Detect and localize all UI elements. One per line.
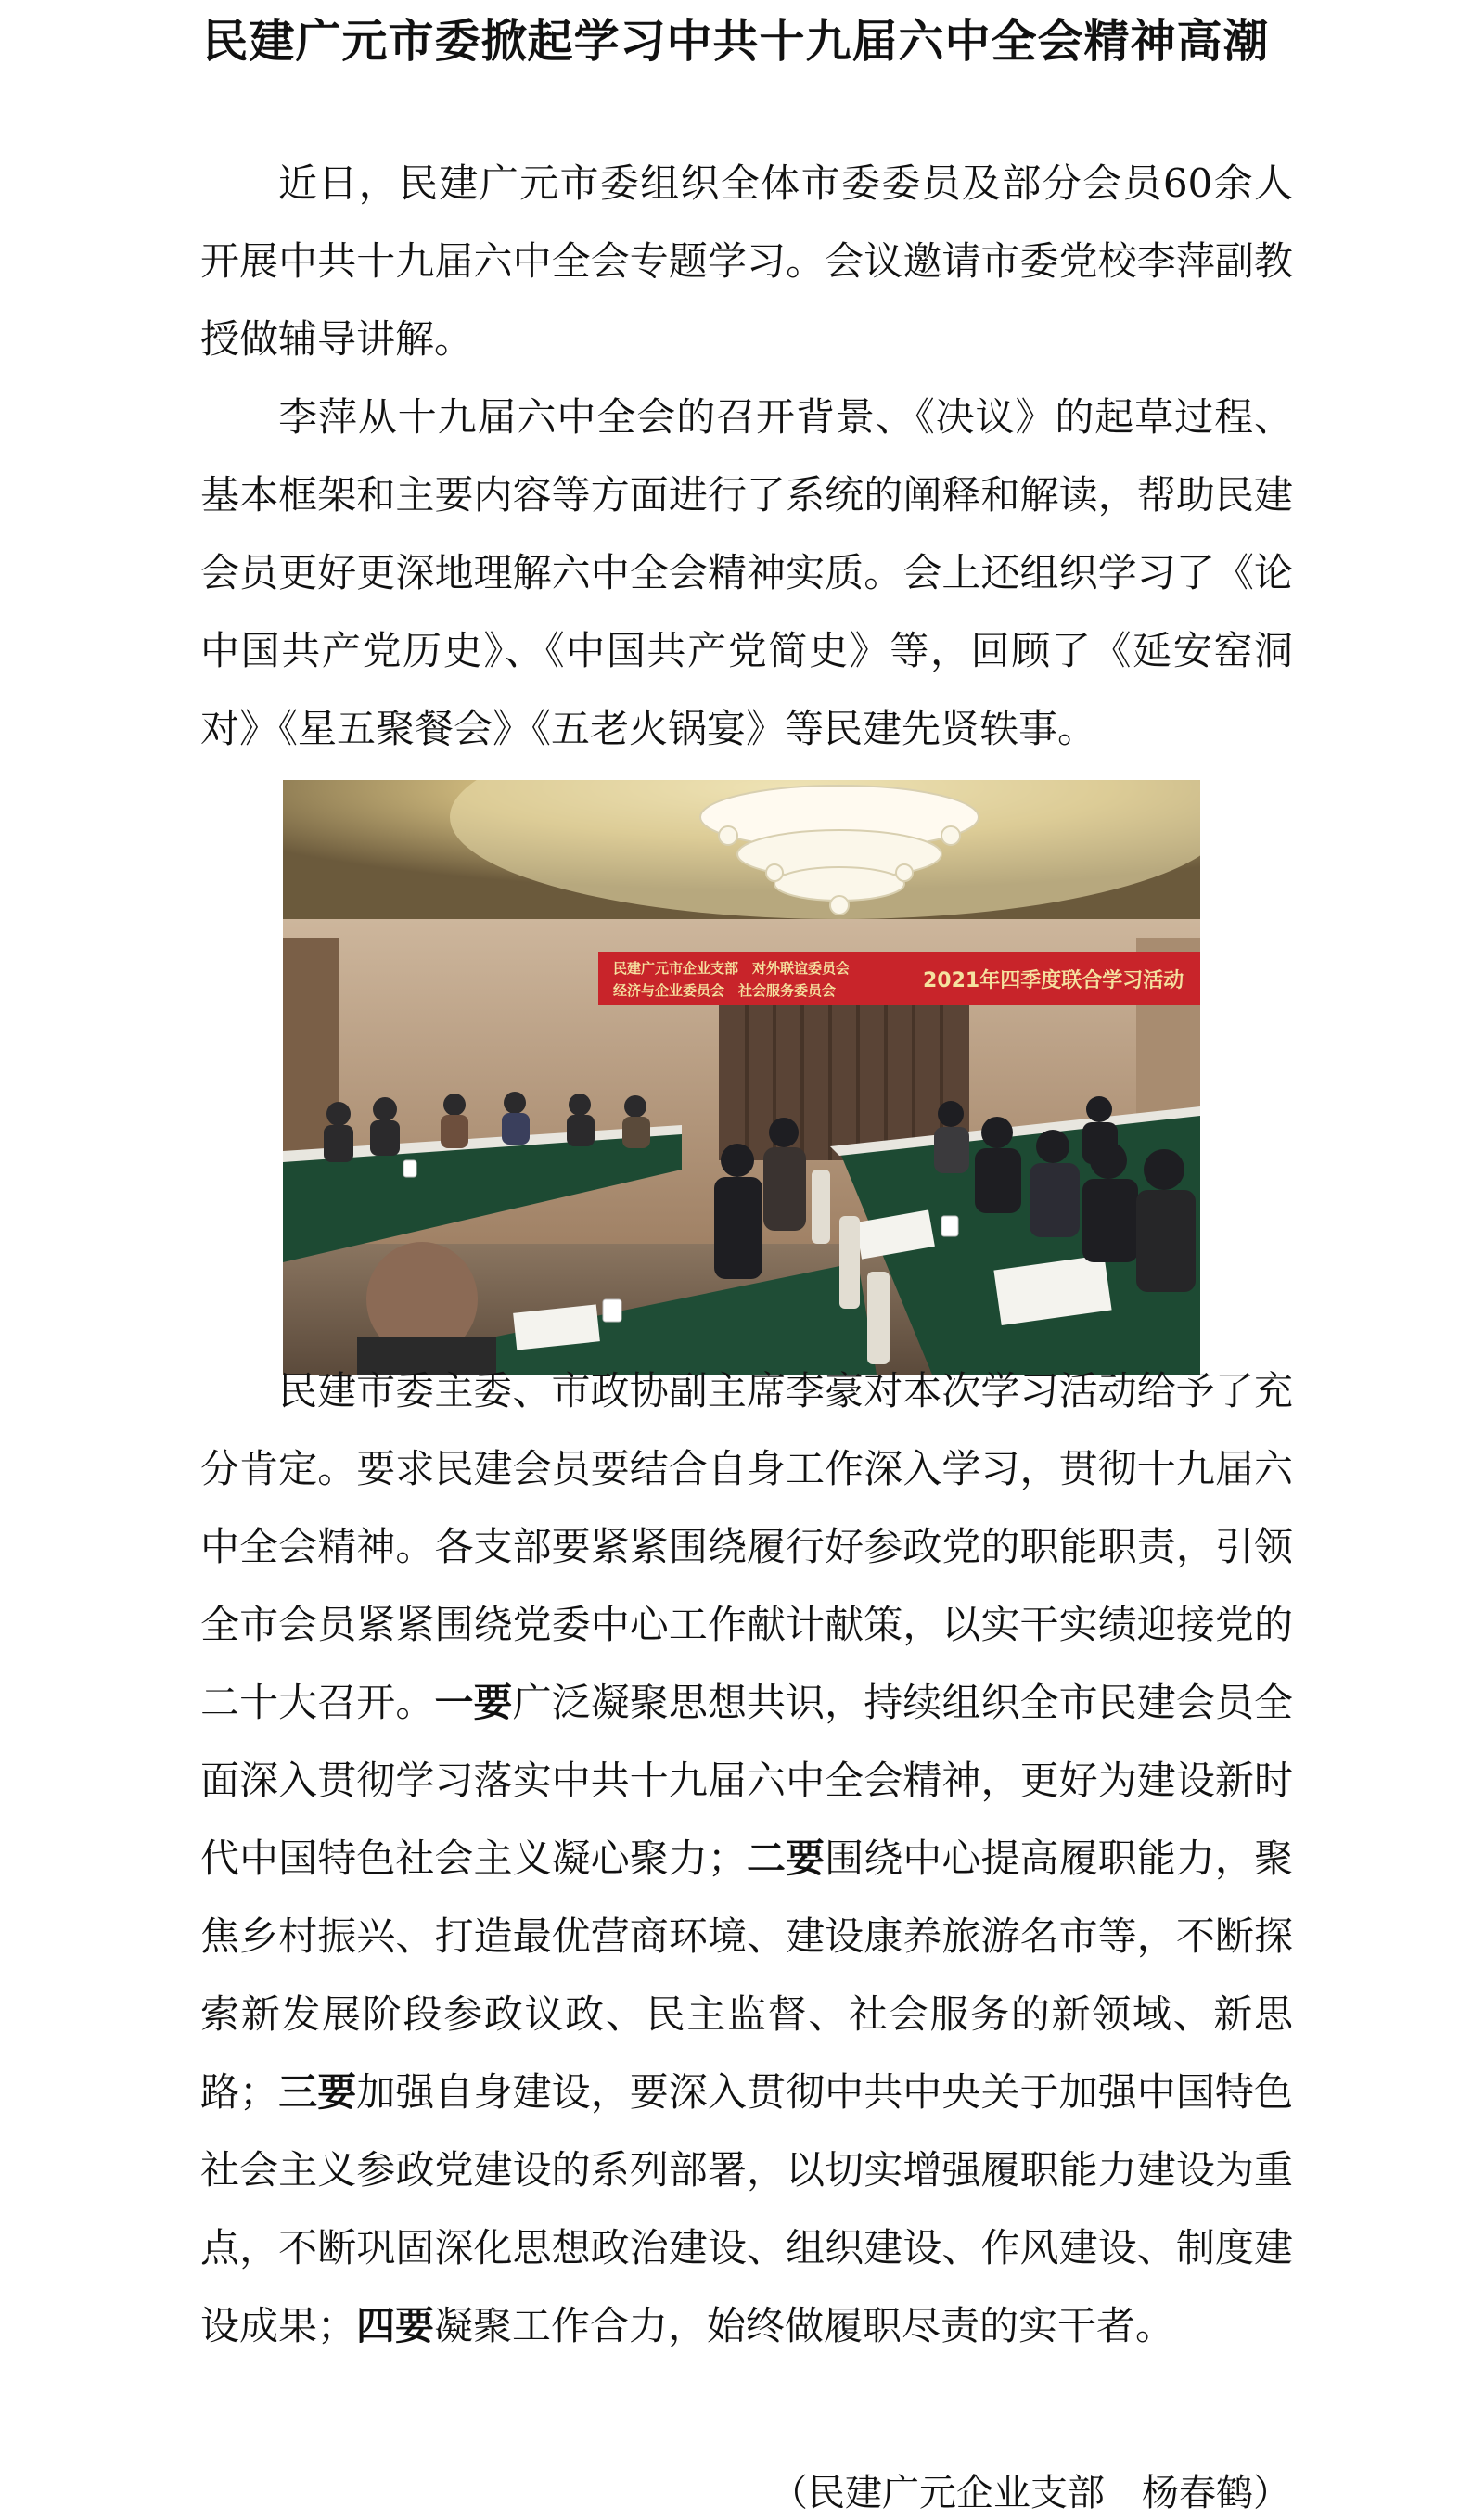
remarks-part4: 加强自身建设，要深入贯彻中共中央关于加强中国特色社会主义参政党建设的系列部署，以切实增强履职能力建设为重点，不断巩固深化思想政治建设、组织建设、作风建设、制度建设成果； (200, 2069, 1293, 2348)
remarks-part2: 广泛凝聚思想共识，持续组织全市民建会员全面深入贯彻学习落实中共十九届六中全会精神，更好为建设新时代中国特色社会主义凝心聚力； (200, 1680, 1293, 1881)
paragraph-intro: 近日，民建广元市委组织全体市委委员及部分会员60余人开展中共十九届六中全会专题学习。会议邀请市委党校李萍副教授做辅导讲解。 (200, 160, 1293, 362)
remarks-part5: 凝聚工作合力，始终做履职尽责的实干者。 (434, 2303, 1175, 2348)
remarks-part3: 围绕中心提高履职能力，聚焦乡村振兴、打造最优营商环境、建设康养旅游名市等，不断探索新发展阶段参政议政、民主监督、社会服务的新领域、新思路； (200, 1836, 1293, 2115)
keyword-second: 二要 (746, 1836, 826, 1881)
banner-left-line1: 民建广元市企业支部 对外联谊委员会 (613, 960, 851, 977)
paragraph-remarks (200, 1352, 1293, 2365)
meeting-photo (283, 780, 1200, 1375)
article-title: 民建广元市委掀起学习中共十九届六中全会精神高潮 (202, 14, 1270, 68)
keyword-first: 一要 (434, 1680, 513, 1725)
banner-right: 2021年四季度联合学习活动 (923, 969, 1184, 992)
keyword-third: 三要 (278, 2069, 357, 2115)
curtain (719, 993, 969, 1160)
banner-left-line2: 经济与企业委员会 社会服务委员会 (613, 982, 837, 999)
remarks-part1: 民建市委主委、市政协副主席李豪对本次学习活动给予了充分肯定。要求民建会员要结合自身工作深入学习，贯彻十九届六中全会精神。各支部要紧紧围绕履行好参政党的职能职责，引领全市会员紧紧围绕党委中心工作献计献策，以实干实绩迎接党的二十大召开。 (200, 1368, 1293, 1725)
paragraph-lecture: 李萍从十九届六中全会的召开背景、《决议》的起草过程、基本框架和主要内容等方面进行了系统的阐释和解读，帮助民建会员更好更深地理解六中全会精神实质。会上还组织学习了《论中国共产党历史》、《中国共产党简史》等，回顾了《延安窑洞对》《星五聚餐会》《五老火锅宴》等民建先贤轶事。 (200, 394, 1293, 751)
author-signature: （民建广元企业支部 杨春鹤） (771, 2472, 1290, 2514)
keyword-fourth: 四要 (356, 2303, 435, 2348)
